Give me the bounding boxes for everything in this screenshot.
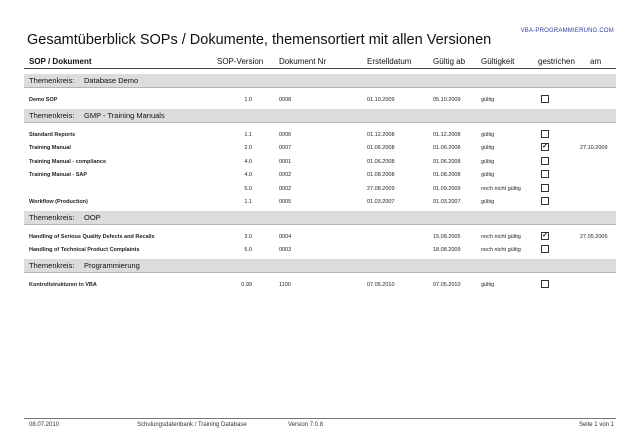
row-docnr: 0002 <box>279 185 292 192</box>
row-docnr: 0002 <box>279 172 292 178</box>
row-validity: noch nicht gültig <box>481 185 521 192</box>
row-deleted-on: 27.05.2005 <box>580 233 608 240</box>
col-docnr: Dokument Nr <box>279 57 327 66</box>
table-row <box>24 93 616 107</box>
group-header <box>24 211 616 225</box>
row-document: Kontrollstrukturen in VBA <box>29 281 97 288</box>
group-label: Themenkreis: <box>29 260 75 270</box>
group-name: Programmierung <box>84 260 140 270</box>
table-row <box>24 243 616 257</box>
deleted-checkbox[interactable]: ✓ <box>542 143 548 150</box>
group-name: GMP - Training Manuals <box>84 110 165 120</box>
col-created: Erstelldatum <box>367 57 412 66</box>
col-validity: Gültigkeit <box>481 57 515 66</box>
row-validfrom: 01.08.2008 <box>433 172 461 178</box>
group-name: OOP <box>84 212 101 222</box>
table-row <box>24 155 616 169</box>
col-sop: SOP / Dokument <box>29 57 92 66</box>
row-created: 07.05.2010 <box>367 281 395 288</box>
table-row <box>24 128 616 142</box>
group-name: Database Demo <box>84 76 139 85</box>
deleted-checkbox[interactable] <box>541 130 549 138</box>
col-validfrom: Gültig ab <box>433 57 466 66</box>
row-validity: gültig <box>481 97 495 103</box>
row-document: Handling of Serious Quality Defects and Recalls <box>29 233 155 240</box>
row-validfrom: 18.08.2009 <box>433 247 461 253</box>
footer-version: Version 7.0.8 <box>288 422 324 428</box>
row-validfrom: 01.06.2008 <box>433 158 461 165</box>
row-document: Demo SOP <box>29 97 58 103</box>
row-validfrom: 01.03.2007 <box>433 199 461 205</box>
row-deleted-on: 27.10.2009 <box>580 145 608 151</box>
row-version: 4.0 <box>244 172 252 178</box>
page-footer <box>24 418 616 429</box>
row-created: 27.08.2009 <box>367 185 395 192</box>
row-version: 1.0 <box>244 97 252 103</box>
row-document: Handling of Technical Product Complaints <box>29 247 140 253</box>
row-created: 01.06.2008 <box>367 145 395 151</box>
group-header <box>24 74 616 88</box>
deleted-checkbox[interactable] <box>541 170 549 178</box>
deleted-checkbox[interactable]: ✓ <box>542 231 548 239</box>
row-created: 01.12.2008 <box>367 131 395 138</box>
deleted-checkbox[interactable] <box>541 245 549 253</box>
row-document: Workflow (Production) <box>29 199 88 205</box>
row-created: 01.06.2008 <box>367 158 395 165</box>
row-validity: gültig <box>481 145 495 151</box>
col-on: am <box>590 57 602 66</box>
row-docnr: 0005 <box>279 199 292 205</box>
table-row <box>24 168 616 182</box>
row-validity: noch nicht gültig <box>481 233 521 240</box>
row-version: 2.0 <box>244 145 252 151</box>
col-version: SOP-Version <box>217 57 264 66</box>
row-validfrom: 15.08.2005 <box>433 233 461 240</box>
row-validfrom: 01.09.2009 <box>433 185 461 192</box>
deleted-checkbox[interactable] <box>541 157 549 165</box>
row-version: 5.0 <box>244 247 252 253</box>
row-created: 01.10.2009 <box>367 97 395 103</box>
row-docnr: 0008 <box>279 97 292 103</box>
row-validity: gültig <box>481 281 495 288</box>
row-created: 01.08.2008 <box>367 172 395 178</box>
row-document: Training Manual - SAP <box>29 172 88 178</box>
deleted-checkbox[interactable] <box>541 280 549 288</box>
row-version: 5.0 <box>244 185 252 192</box>
row-docnr: 0006 <box>279 131 292 138</box>
row-validfrom: 01.06.2008 <box>433 145 461 151</box>
table-header <box>24 57 616 69</box>
row-version: 4.0 <box>244 158 252 165</box>
deleted-checkbox[interactable] <box>541 197 549 205</box>
col-deleted: gestrichen <box>538 57 575 66</box>
group-label: Themenkreis: <box>29 212 75 222</box>
group-label: Themenkreis: <box>29 76 75 85</box>
table-row <box>24 230 616 244</box>
row-validity: gültig <box>481 131 495 138</box>
row-validity: gültig <box>481 199 495 205</box>
row-document: Standard Reports <box>29 131 76 138</box>
row-docnr: 0003 <box>279 247 292 253</box>
row-docnr: 0001 <box>279 158 292 165</box>
row-validfrom: 01.12.2008 <box>433 131 461 138</box>
deleted-checkbox[interactable] <box>541 95 549 103</box>
sop-table <box>24 57 616 293</box>
row-validity: gültig <box>481 158 495 165</box>
row-document: Training Manual <box>29 145 71 151</box>
row-validfrom: 05.10.2009 <box>433 97 461 103</box>
table-row <box>24 141 616 155</box>
group-header <box>24 109 616 123</box>
brand-link: VBA-PROGRAMMIERUNG.COM <box>520 28 614 34</box>
page-title: Gesamtüberblick SOPs / Dokumente, themensortiert mit allen Versionen <box>27 32 492 48</box>
row-docnr: 0004 <box>279 233 292 240</box>
row-version: 1.1 <box>244 131 252 138</box>
row-validfrom: 07.05.2010 <box>433 281 461 288</box>
row-version: 0.99 <box>241 281 252 288</box>
row-validity: gültig <box>481 172 495 178</box>
group-header <box>24 259 616 273</box>
table-row <box>24 278 616 292</box>
row-version: 3.0 <box>244 233 252 240</box>
footer-page: Seite 1 von 1 <box>578 422 614 428</box>
table-row <box>24 195 616 209</box>
row-version: 1.1 <box>244 199 252 205</box>
table-body <box>24 74 616 293</box>
row-docnr: 0007 <box>279 145 292 151</box>
row-validity: noch nicht gültig <box>481 247 521 253</box>
group-label: Themenkreis: <box>29 110 75 120</box>
row-docnr: 1100 <box>279 281 291 288</box>
footer-database: Schulungsdatenbank / Training Database <box>137 422 247 428</box>
row-document: Training Manual - compliance <box>29 158 107 165</box>
deleted-checkbox[interactable] <box>541 184 549 192</box>
row-created: 01.03.2007 <box>367 199 395 205</box>
footer-date: 08.07.2010 <box>29 422 60 428</box>
table-row <box>24 182 616 196</box>
